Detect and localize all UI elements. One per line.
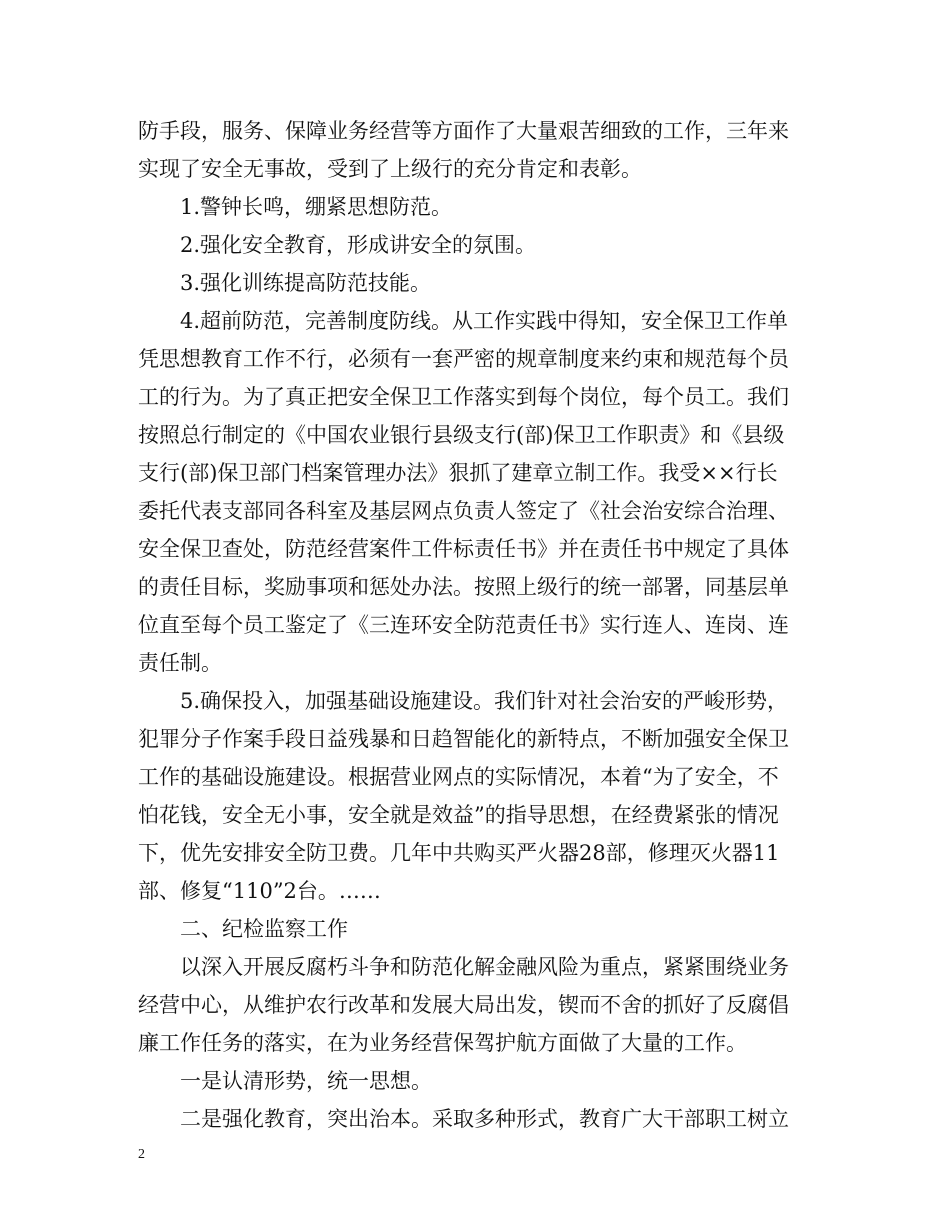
text-line: 4.超前防范，完善制度防线。从工作实践中得知，安全保卫工作单 <box>180 309 789 333</box>
text-line: 位直至每个员工鉴定了《三连环安全防范责任书》实行连人、连岗、连 <box>138 613 789 637</box>
text-line: 经营中心，从维护农行改革和发展大局出发，锲而不舍的抓好了反腐倡 <box>138 993 789 1017</box>
text-line: 犯罪分子作案手段日益残暴和日趋智能化的新特点，不断加强安全保卫 <box>138 727 789 751</box>
text-line: 部、修复“110”2台。…… <box>138 879 381 903</box>
text-line: 怕花钱，安全无小事，安全就是效益”的指导思想，在经费紧张的情况 <box>138 803 779 827</box>
text-line: 下，优先安排安全防卫费。几年中共购买严火器28部，修理灭火器11 <box>138 841 780 865</box>
text-line: 工的行为。为了真正把安全保卫工作落实到每个岗位，每个员工。我们 <box>138 385 789 409</box>
text-line: 责任制。 <box>138 651 222 675</box>
text-line: 实现了安全无事故，受到了上级行的充分肯定和表彰。 <box>138 157 642 181</box>
text-line: 二是强化教育，突出治本。采取多种形式，教育广大干部职工树立 <box>180 1107 789 1131</box>
document-body <box>138 112 814 1138</box>
text-line: 5.确保投入，加强基础设施建设。我们针对社会治安的严峻形势， <box>180 689 789 713</box>
text-line: 的责任目标，奖励事项和惩处办法。按照上级行的统一部署，同基层单 <box>138 575 789 599</box>
text-line: 2.强化安全教育，形成讲安全的氛围。 <box>180 233 537 257</box>
text-line: 工作的基础设施建设。根据营业网点的实际情况，本着“为了安全，不 <box>138 765 779 789</box>
text-line: 按照总行制定的《中国农业银行县级支行(部)保卫工作职责》和《县级 <box>138 423 785 447</box>
text-line: 二、纪检监察工作 <box>180 917 348 941</box>
text-line: 支行(部)保卫部门档案管理办法》狠抓了建章立制工作。我受××行长 <box>138 461 778 485</box>
text-line: 委托代表支部同各科室及基层网点负责人签定了《社会治安综合治理、 <box>138 499 789 523</box>
text-line: 凭思想教育工作不行，必须有一套严密的规章制度来约束和规范每个员 <box>138 347 789 371</box>
text-line: 一是认清形势，统一思想。 <box>180 1069 432 1093</box>
text-line: 防手段，服务、保障业务经营等方面作了大量艰苦细致的工作，三年来 <box>138 119 789 143</box>
text-line: 以深入开展反腐朽斗争和防范化解金融风险为重点，紧紧围绕业务 <box>180 955 789 979</box>
text-line: 安全保卫查处，防范经营案件工件标责任书》并在责任书中规定了具体 <box>138 537 789 561</box>
text-line: 1.警钟长鸣，绷紧思想防范。 <box>180 195 453 219</box>
page-number: 2 <box>138 1147 145 1162</box>
text-line: 3.强化训练提高防范技能。 <box>180 271 432 295</box>
text-line: 廉工作任务的落实，在为业务经营保驾护航方面做了大量的工作。 <box>138 1031 747 1055</box>
